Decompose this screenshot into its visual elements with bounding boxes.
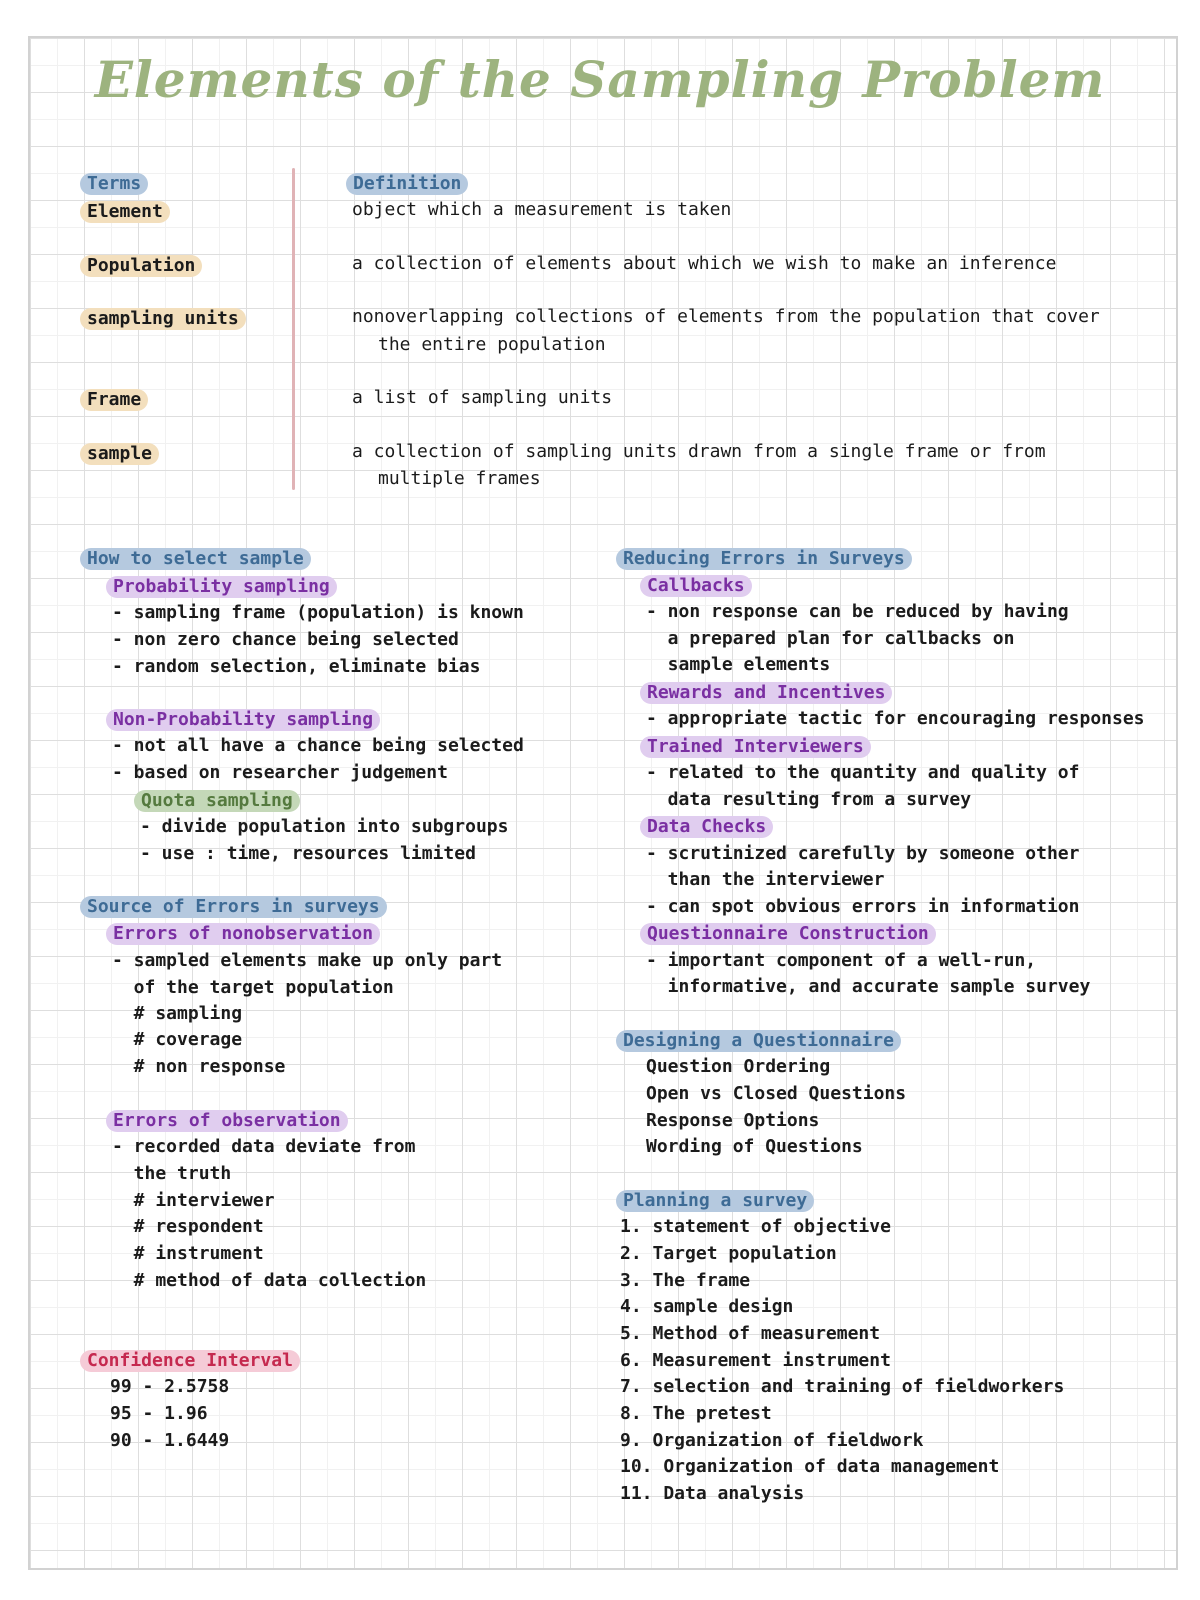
term-label: Element — [80, 201, 170, 223]
term-definition: object which a measurement is taken — [352, 199, 732, 220]
list-item: - non zero chance being selected — [112, 629, 459, 650]
list-item: 2. Target population — [620, 1243, 837, 1264]
section-heading-planning: Planning a survey — [616, 1190, 814, 1212]
term-definition: nonoverlapping collections of elements from the population that cover — [352, 306, 1100, 327]
section-heading-confidence: Confidence Interval — [80, 1350, 300, 1372]
term-label: Frame — [80, 389, 148, 411]
list-item: - scrutinized carefully by someone other — [646, 843, 1080, 864]
list-item: - appropriate tactic for encouraging responses — [646, 708, 1145, 729]
list-item: 9. Organization of fieldwork — [620, 1430, 924, 1451]
list-item: 8. The pretest — [620, 1403, 772, 1424]
list-item: Question Ordering — [646, 1056, 831, 1077]
list-item: - random selection, eliminate bias — [112, 656, 481, 677]
subheading-nonprobability: Non-Probability sampling — [106, 709, 380, 731]
page-title: Elements of the Sampling Problem — [94, 50, 1106, 109]
list-item: 6. Measurement instrument — [620, 1350, 891, 1371]
section-heading-reducing: Reducing Errors in Surveys — [616, 548, 912, 570]
list-item: 99 - 2.5758 — [110, 1376, 230, 1397]
list-item: # non response — [112, 1056, 286, 1077]
term-definition: a list of sampling units — [352, 387, 613, 408]
list-item: the truth — [112, 1163, 232, 1184]
subheading-quota: Quota sampling — [134, 790, 300, 812]
terms-header: Terms — [80, 173, 148, 195]
section-heading-sources: Source of Errors in surveys — [80, 896, 387, 918]
list-item: of the target population — [112, 977, 394, 998]
subheading-trained: Trained Interviewers — [640, 736, 871, 758]
list-item: # instrument — [112, 1243, 264, 1264]
list-item: - based on researcher judgement — [112, 762, 448, 783]
term-definition: a collection of sampling units drawn from a single frame or from — [352, 441, 1046, 462]
list-item: 11. Data analysis — [620, 1483, 805, 1504]
list-item: 4. sample design — [620, 1296, 794, 1317]
list-item: # respondent — [112, 1216, 264, 1237]
list-item: 10. Organization of data management — [620, 1456, 1000, 1477]
list-item: - sampled elements make up only part — [112, 950, 503, 971]
subheading-questionnaire: Questionnaire Construction — [640, 923, 936, 945]
list-item: - not all have a chance being selected — [112, 735, 524, 756]
section-heading-designing: Designing a Questionnaire — [616, 1030, 901, 1052]
list-item: a prepared plan for callbacks on — [646, 628, 1015, 649]
list-item: Response Options — [646, 1110, 820, 1131]
list-item: # coverage — [112, 1029, 243, 1050]
list-item: # interviewer — [112, 1190, 275, 1211]
list-item: 95 - 1.96 — [110, 1403, 208, 1424]
term-label: sampling units — [80, 308, 246, 330]
table-divider — [292, 168, 295, 490]
section-heading-how-to-select: How to select sample — [80, 548, 311, 570]
list-item: # sampling — [112, 1003, 243, 1024]
list-item: Wording of Questions — [646, 1136, 863, 1157]
list-item: # method of data collection — [112, 1270, 427, 1291]
list-item: - recorded data deviate from — [112, 1136, 416, 1157]
term-definition: a collection of elements about which we wish to make an inference — [352, 253, 1057, 274]
list-item: - can spot obvious errors in information — [646, 896, 1080, 917]
list-item: - divide population into subgroups — [140, 816, 509, 837]
list-item: 5. Method of measurement — [620, 1323, 881, 1344]
subheading-callbacks: Callbacks — [640, 575, 752, 597]
list-item: - non response can be reduced by having — [646, 601, 1069, 622]
list-item: informative, and accurate sample survey — [646, 976, 1091, 997]
list-item: - use : time, resources limited — [140, 843, 476, 864]
list-item: - important component of a well-run, — [646, 950, 1037, 971]
list-item: - sampling frame (population) is known — [112, 602, 524, 623]
list-item: 90 - 1.6449 — [110, 1430, 230, 1451]
term-label: Population — [80, 255, 202, 277]
list-item: 3. The frame — [620, 1270, 751, 1291]
term-definition: the entire population — [378, 334, 606, 355]
list-item: - related to the quantity and quality of — [646, 762, 1080, 783]
subheading-rewards: Rewards and Incentives — [640, 682, 892, 704]
list-item: Open vs Closed Questions — [646, 1083, 907, 1104]
term-label: sample — [80, 443, 159, 465]
subheading-nonobservation: Errors of nonobservation — [106, 923, 380, 945]
definition-header: Definition — [346, 173, 468, 195]
subheading-observation: Errors of observation — [106, 1110, 348, 1132]
subheading-datachecks: Data Checks — [640, 816, 773, 838]
list-item: data resulting from a survey — [646, 789, 972, 810]
list-item: 7. selection and training of fieldworkers — [620, 1376, 1065, 1397]
list-item: 1. statement of objective — [620, 1216, 891, 1237]
term-definition: multiple frames — [378, 468, 541, 489]
list-item: sample elements — [646, 654, 831, 675]
subheading-probability: Probability sampling — [106, 576, 337, 598]
list-item: than the interviewer — [646, 869, 885, 890]
